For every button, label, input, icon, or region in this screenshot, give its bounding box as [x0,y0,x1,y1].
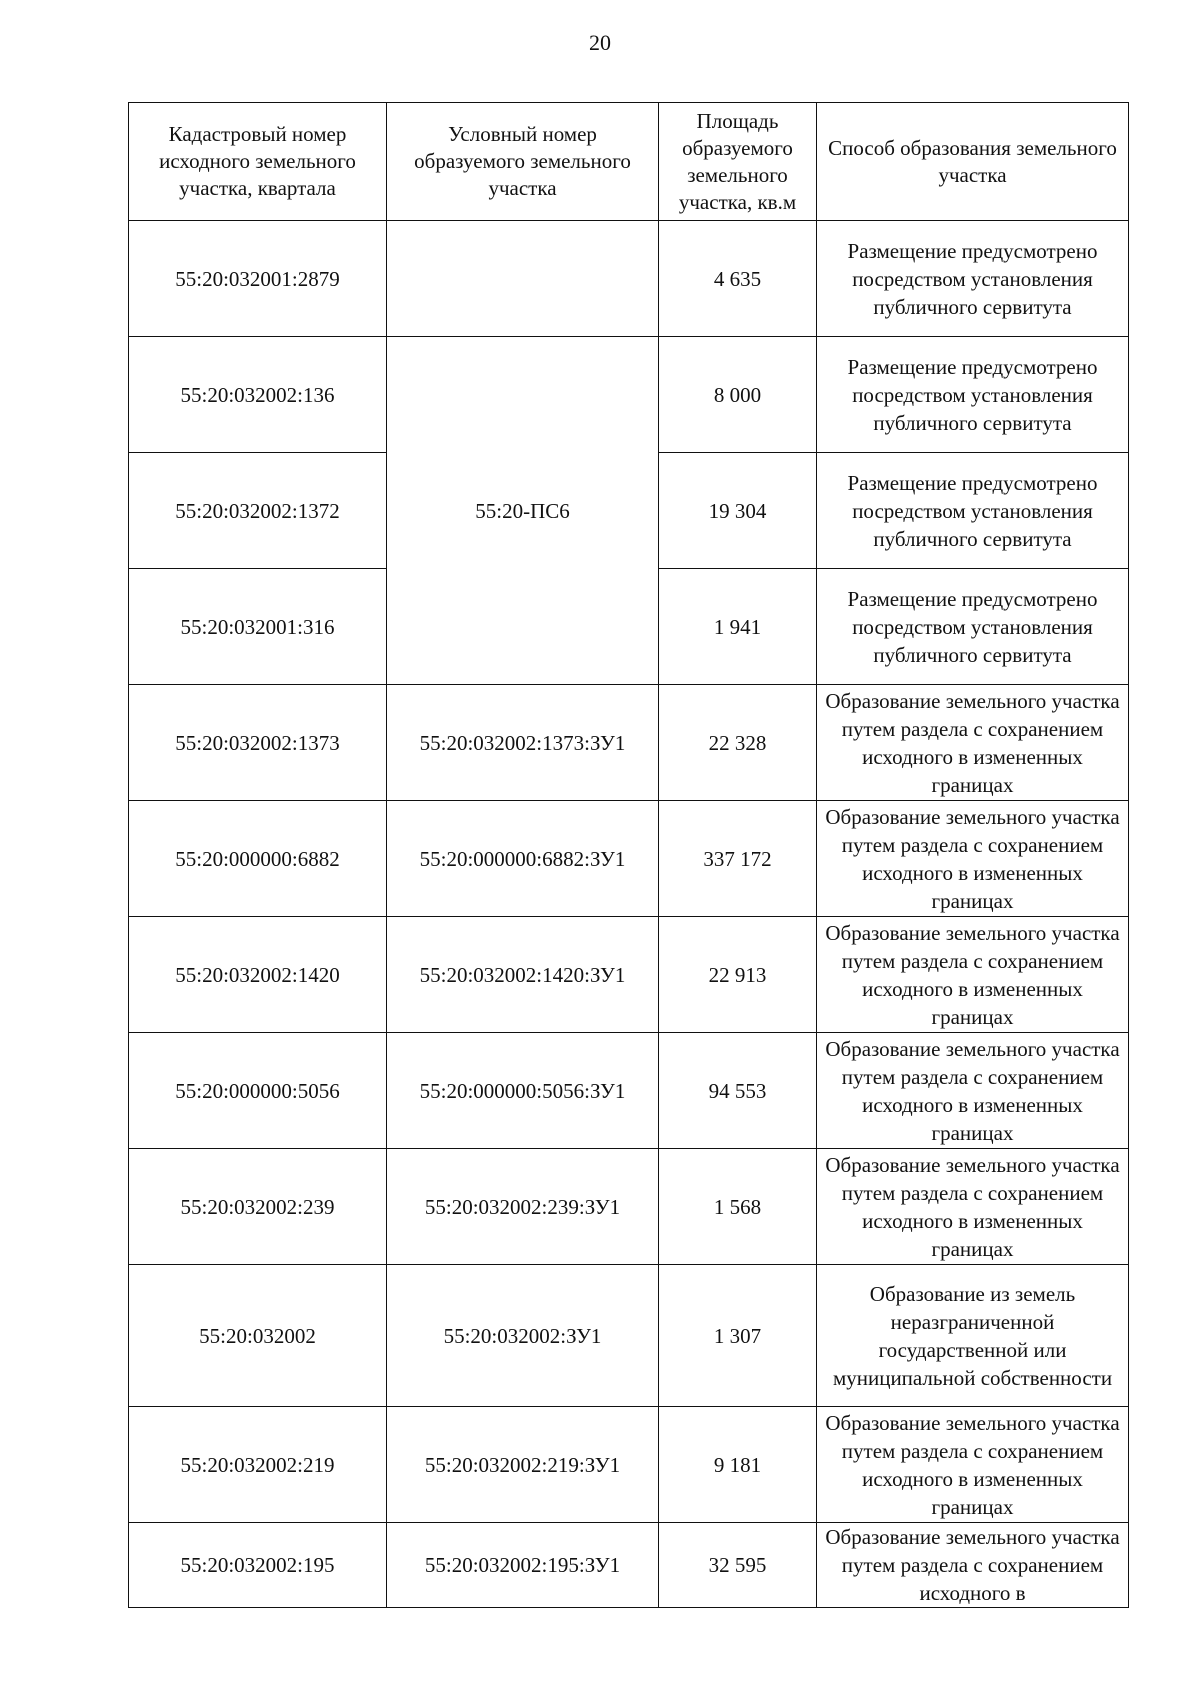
table-row [129,801,1129,917]
conditional-cell [387,221,659,337]
method-cell: Образование земельного участка путем раздела с сохранением исходного в измененных границах [817,1407,1129,1523]
table-row [129,221,1129,337]
area-cell: 1 568 [659,1149,817,1265]
conditional-cell: 55:20:032002:1373:ЗУ1 [387,685,659,801]
table-row [129,1033,1129,1149]
table-row [129,1149,1129,1265]
area-cell: 1 307 [659,1265,817,1407]
cadastral-cell: 55:20:032001:316 [129,569,387,685]
method-cell: Размещение предусмотрено посредством установления публичного сервитута [817,453,1129,569]
area-cell: 9 181 [659,1407,817,1523]
area-cell: 32 595 [659,1523,817,1608]
conditional-cell: 55:20:000000:5056:ЗУ1 [387,1033,659,1149]
header-conditional-number: Условный номер образуемого земельного участка [387,103,659,221]
area-cell: 22 328 [659,685,817,801]
cadastral-cell: 55:20:032002:195 [129,1523,387,1608]
header-cadastral-number: Кадастровый номер исходного земельного участка, квартала [129,103,387,221]
cadastral-cell: 55:20:032002:1420 [129,917,387,1033]
area-cell: 1 941 [659,569,817,685]
cadastral-cell: 55:20:032002:1372 [129,453,387,569]
area-cell: 22 913 [659,917,817,1033]
page-number: 20 [589,30,611,55]
method-cell: Образование земельного участка путем раздела с сохранением исходного в измененных границах [817,1033,1129,1149]
method-cell: Образование земельного участка путем раздела с сохранением исходного в [817,1523,1129,1608]
method-cell: Образование земельного участка путем раздела с сохранением исходного в измененных границах [817,685,1129,801]
method-cell: Размещение предусмотрено посредством установления публичного сервитута [817,569,1129,685]
table-header-row [129,103,1129,221]
method-cell: Образование земельного участка путем раздела с сохранением исходного в измененных границах [817,801,1129,917]
method-cell: Размещение предусмотрено посредством установления публичного сервитута [817,337,1129,453]
table-row [129,337,1129,453]
table-row [129,1265,1129,1407]
cadastral-cell: 55:20:032002:219 [129,1407,387,1523]
conditional-cell: 55:20:032002:219:ЗУ1 [387,1407,659,1523]
conditional-cell-merged: 55:20-ПС6 [387,337,659,685]
cadastral-cell: 55:20:032002:1373 [129,685,387,801]
conditional-cell: 55:20:000000:6882:ЗУ1 [387,801,659,917]
table-row [129,685,1129,801]
method-cell: Образование из земель неразграниченной государственной или муниципальной собственности [817,1265,1129,1407]
cadastral-cell: 55:20:032002:136 [129,337,387,453]
header-formation-method: Способ образования земельного участка [817,103,1129,221]
area-cell: 337 172 [659,801,817,917]
conditional-cell: 55:20:032002:ЗУ1 [387,1265,659,1407]
area-cell: 19 304 [659,453,817,569]
conditional-cell: 55:20:032002:239:ЗУ1 [387,1149,659,1265]
cadastral-cell: 55:20:000000:6882 [129,801,387,917]
header-area: Площадь образуемого земельного участка, кв.м [659,103,817,221]
method-cell: Образование земельного участка путем раздела с сохранением исходного в измененных границах [817,917,1129,1033]
cadastral-cell: 55:20:032001:2879 [129,221,387,337]
conditional-cell: 55:20:032002:195:ЗУ1 [387,1523,659,1608]
cadastral-cell: 55:20:032002 [129,1265,387,1407]
conditional-cell: 55:20:032002:1420:ЗУ1 [387,917,659,1033]
table-row [129,917,1129,1033]
table-row [129,1407,1129,1523]
cadastral-cell: 55:20:032002:239 [129,1149,387,1265]
method-cell: Размещение предусмотрено посредством установления публичного сервитута [817,221,1129,337]
cadastral-cell: 55:20:000000:5056 [129,1033,387,1149]
table-row [129,1523,1129,1608]
area-cell: 94 553 [659,1033,817,1149]
land-plots-table [128,102,1129,1608]
method-cell: Образование земельного участка путем раздела с сохранением исходного в измененных границах [817,1149,1129,1265]
area-cell: 8 000 [659,337,817,453]
area-cell: 4 635 [659,221,817,337]
